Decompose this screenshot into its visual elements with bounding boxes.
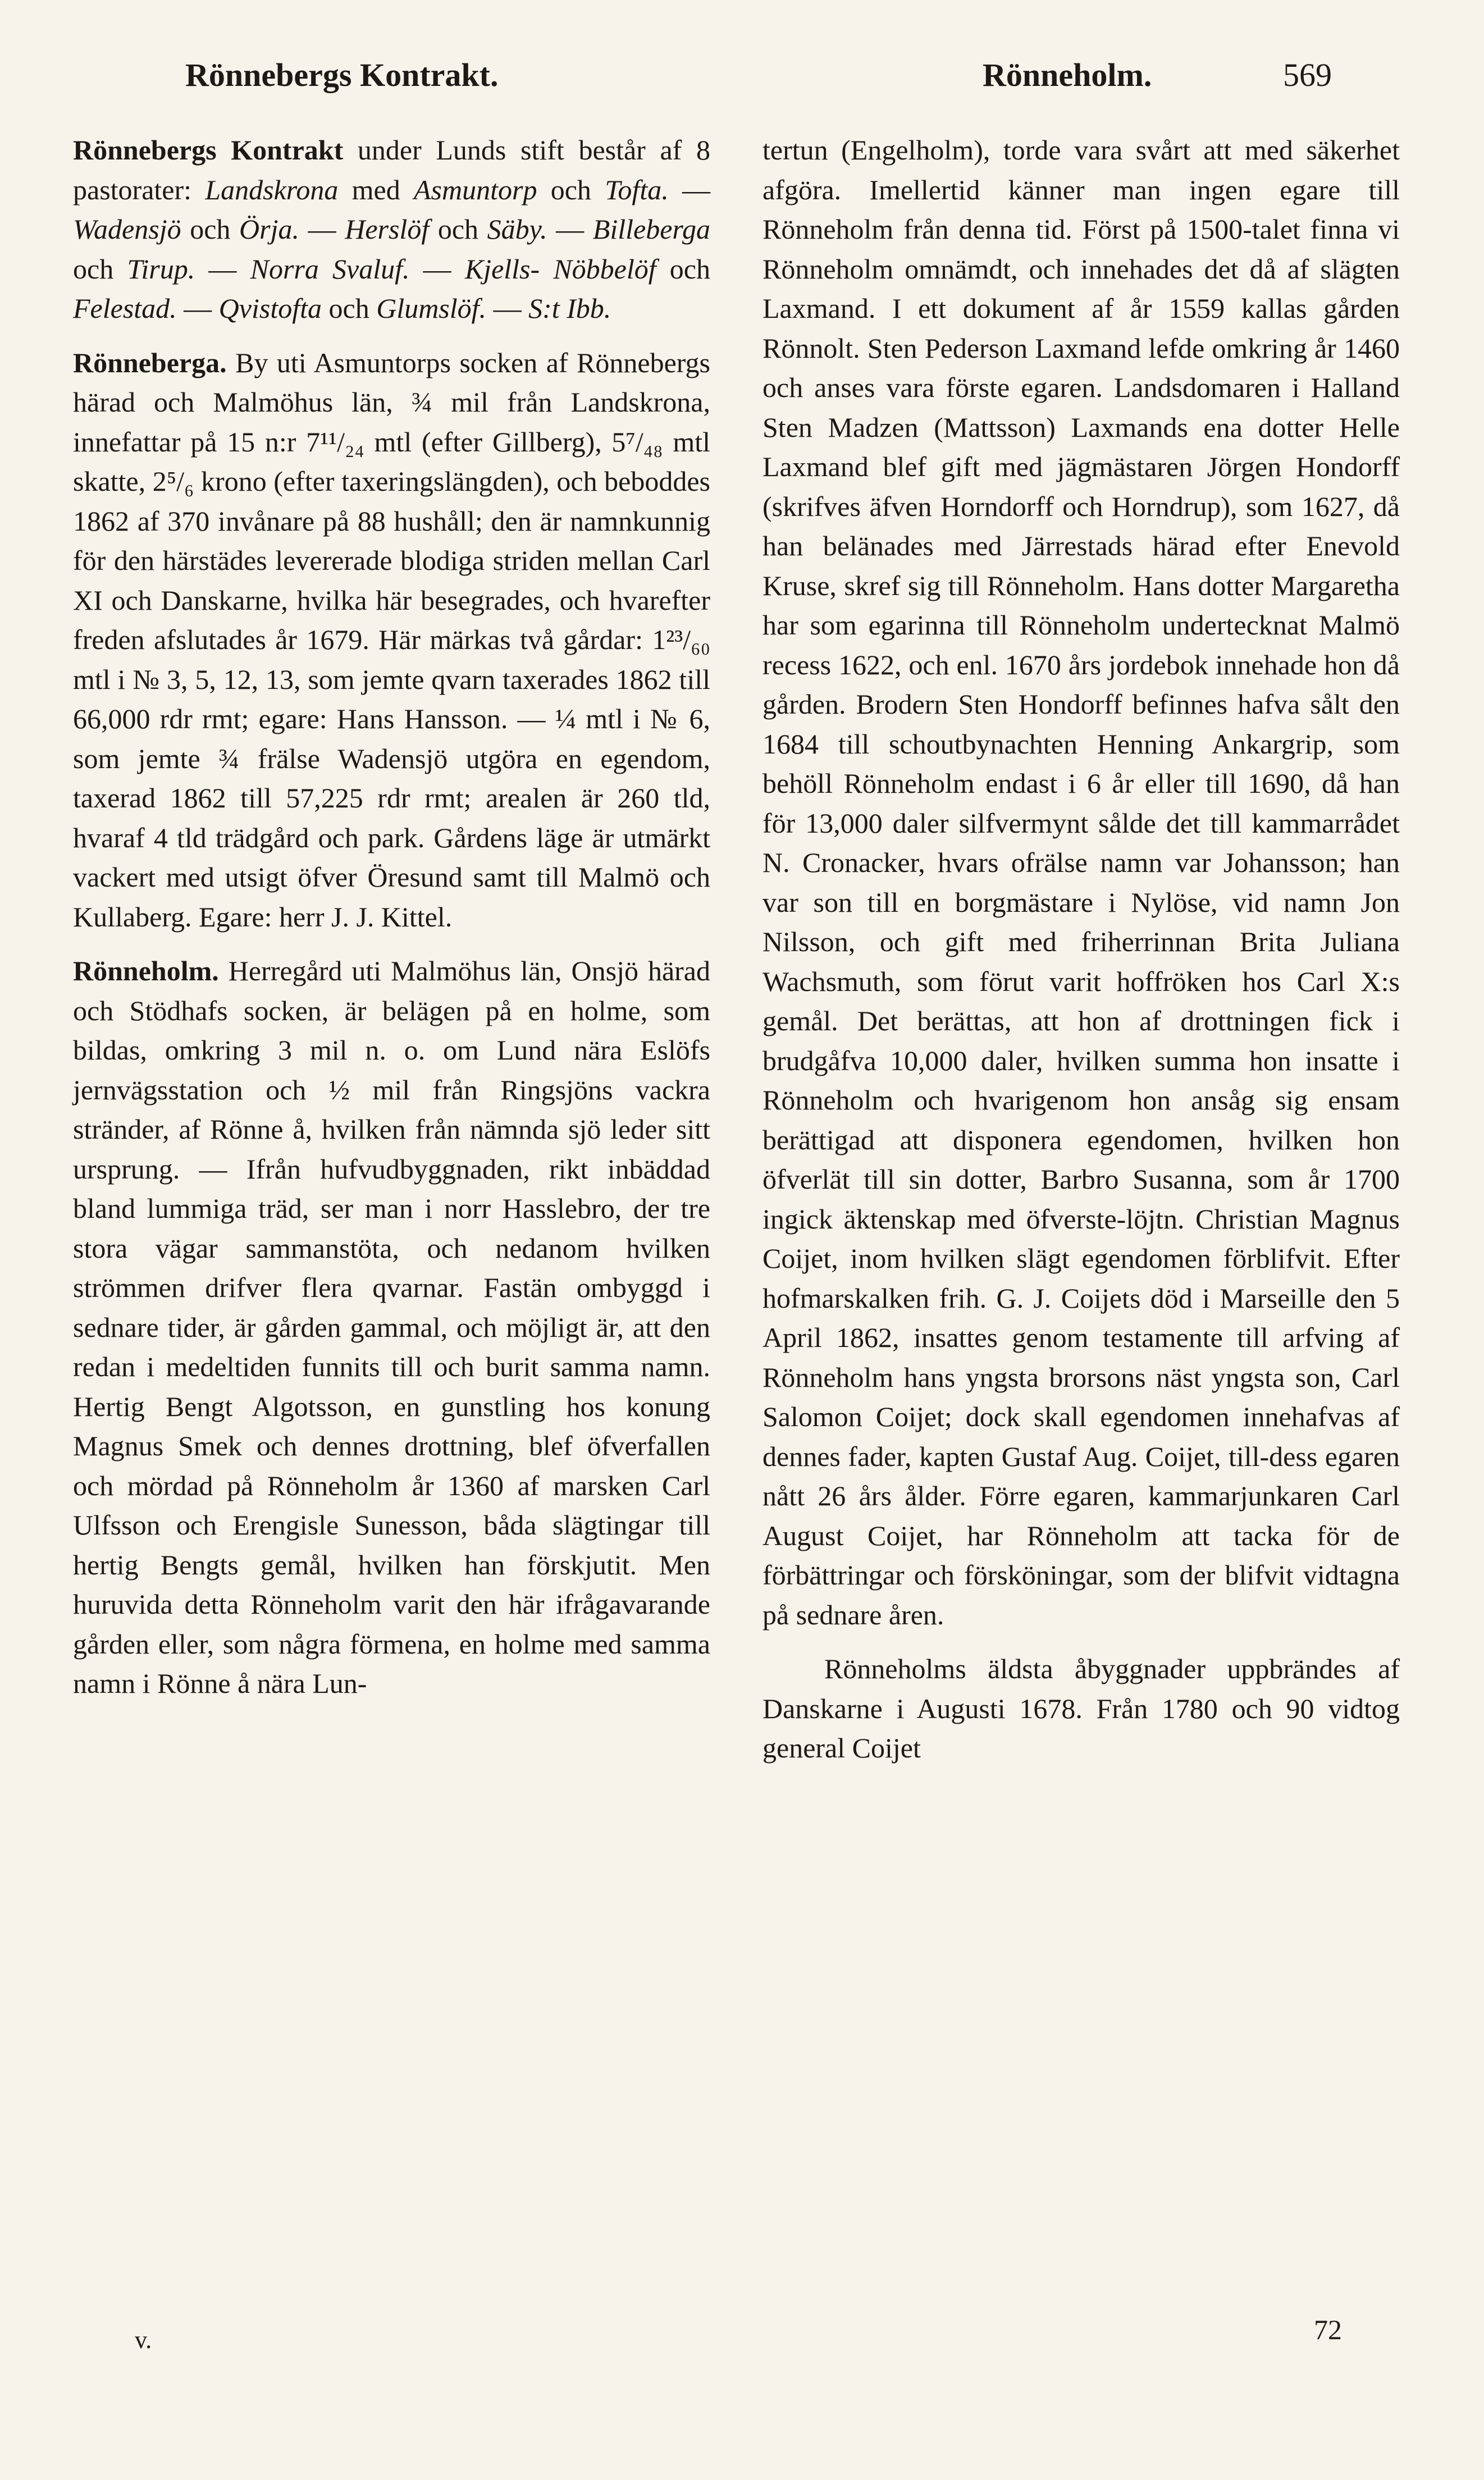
text-run: — — [176, 293, 219, 324]
text-run: och — [656, 253, 710, 285]
running-title-left: Rönnebergs Kontrakt. — [185, 57, 499, 93]
entry-heading: Rönneholm. — [73, 955, 219, 986]
parish-name: S:t Ibb. — [528, 293, 611, 324]
text-run: — — [547, 213, 593, 245]
parish-name: Herslöf — [345, 213, 430, 245]
right-column — [762, 130, 1400, 1768]
text-run: och — [73, 253, 127, 285]
text-run: med — [338, 173, 414, 205]
text-run: och — [537, 173, 605, 205]
page-number: 569 — [1283, 57, 1332, 93]
running-header — [73, 56, 1421, 101]
left-column — [73, 130, 710, 1703]
parish-name: Felestad. — [73, 293, 177, 324]
text-run: — — [668, 173, 711, 205]
paragraph-ronneholm-buildings: Rönneholms äldsta åbyggnader uppbrändes af Danskarne i Augusti 1678. Från 1780 och 90 vidtog general Coijet — [762, 1653, 1400, 1764]
text-run: — — [409, 253, 465, 285]
entry-heading: Rönneberga. — [73, 346, 227, 378]
parish-name: Wadensjö — [73, 213, 181, 245]
parish-name: Landskrona — [205, 173, 339, 205]
text-run: — — [486, 293, 529, 324]
parish-name: Tirup. — [127, 253, 195, 285]
parish-name: Norra Svaluf. — [250, 253, 410, 285]
running-title-right: Rönneholm. — [983, 57, 1152, 93]
text-run: och — [322, 293, 377, 324]
paragraph-ronneholm — [73, 951, 710, 1703]
paragraph-ronneholm-continued: tertun (Engelholm), torde vara svårt att med säkerhet afgöra. Imellertid känner man ingen egare till Rönneholm från denna tid. Först på 1500-talet finna vi Rönneholm omnämdt, och innehades det då af slägten Laxmand. I ett dokument af år 1559 kallas gården Rönnolt. Sten Pederson Laxmand lefde omkring år 1460 och anses vara förste egaren. Landsdomaren i Halland Sten Madzen (Mattsson) Laxmands ena dotter Helle Laxmand blef gift med jägmästaren Jörgen Hondorff (skrifves äfven Horndorff och Horndrup), som 1627, då han belänades med Järrestads härad efter Enevold Kruse, skref sig till Rönneholm. Hans dotter Margaretha har som egarinna till Rönneholm undertecknat Malmö recess 1622, och enl. 1670 års jordebok innehade hon då gården. Brodern Sten Hondorff befinnes hafva sålt den 1684 till schoutbynachten Henning Ankargrip, som behöll Rönneholm endast i 6 år eller till 1690, då han för 13,000 daler silfvermynt sålde det till kammarrådet N. Cronacker, hvars ofrälse namn var Johansson; han var son till en borgmästare i Nylöse, vid namn Jon Nilsson, och gift med friherrinnan Brita Juliana Wachsmuth, som förut varit hoffröken hos Carl X:s gemål. Det berättas, att hon af drottningen fick i brudgåfva 10,000 daler, hvilken summa hon insatte i Rönneholm och hvarigenom hon ansåg sig ensam berättigad att disponera egendomen, hvilken hon öfverlät till sin dotter, Barbro Susanna, som år 1700 ingick äktenskap med öfverste-löjtn. Christian Magnus Coijet, inom hvilken slägt egendomen förblifvit. Efter hofmarskalken frih. G. J. Coijets död i Marseille den 5 April 1862, insattes genom testamente till arfving af Rönneholm hans yngsta brorsons näst yngsta son, Carl Salomon Coijet; dock skall egendomen innehafvas af dennes fader, kapten Gustaf Aug. Coijet, till-dess egaren nått 26 års ålder. Förre egaren, kammarjunkaren Carl August Coijet, har Rönneholm att tacka för de förbättringar och försköningar, som der blifvit vidtagna på sednare åren. — [762, 134, 1400, 1631]
entry-body: Herregård uti Malmöhus län, Onsjö härad och Stödhafs socken, är belägen på en holme, som bildas, omkring 3 mil n. o. om Lund nära Eslöfs jernvägsstation och ½ mil från Ringsjöns vackra stränder, af Rönne å, hvilken från nämnda sjö leder sitt ursprung. — Ifrån hufvudbyggnaden, rikt inbäddad bland lummiga träd, ser man i norr Hasslebro, der tre stora vägar sammanstöta, och nedanom hvilken strömmen drifver flera qvarnar. Fastän ombyggd i sednare tider, är gården gammal, och möjligt är, att den redan i medeltiden funnits till och burit samma namn. Hertig Bengt Algotsson, en gunstling hos konung Magnus Smek och dennes drottning, blef öfverfallen och mördad på Rönneholm år 1360 af marsken Carl Ulfsson och Erengisle Sunesson, båda slägtingar till hertig Bengts gemål, hvilken han förskjutit. Men huruvida detta Rönneholm varit den här ifrågavarande gården eller, som några förmena, en holme med samma namn i Rönne å nära Lun- — [73, 955, 710, 1699]
signature-mark: v. — [135, 2326, 152, 2354]
parish-name: Glumslöf. — [376, 293, 487, 324]
sheet-number: 72 — [1314, 2314, 1342, 2345]
parish-name: Asmuntorp — [414, 173, 537, 205]
entry-heading: Rönnebergs Kontrakt — [73, 134, 344, 166]
parish-name: Säby. — [487, 213, 547, 245]
parish-name: Qvistofta — [218, 293, 322, 324]
text-run: och — [429, 213, 487, 245]
parish-name: Kjells- Nöbbelöf — [464, 253, 656, 285]
text-run: under Lunds stift består af 8 pastorater: — [73, 134, 710, 205]
parish-name: Örja. — [239, 213, 299, 245]
paragraph-ronnebergs-kontrakt — [73, 130, 710, 328]
parish-name: Tofta. — [605, 173, 669, 205]
entry-body: By uti Asmuntorps socken af Rönnebergs härad och Malmöhus län, ¾ mil från Landskrona, innefattar på 15 n:r 7¹¹/₂₄ mtl (efter Gillberg), 5⁷/₄₈ mtl skatte, 2⁵/₆ krono (efter taxeringslängden), och beboddes 1862 af 370 invånare på 88 hushåll; den är namnkunnig för den härstädes levererade blodiga striden mellan Carl XI och Danskarne, hvilka här besegrades, och hvarefter freden afslutades år 1679. Här märkas två gårdar: 1²³/₆₀ mtl i № 3, 5, 12, 13, som jemte qvarn taxerades 1862 till 66,000 rdr rmt; egare: Hans Hansson. — ¼ mtl i № 6, som jemte ¾ frälse Wadensjö utgöra en egendom, taxerad 1862 till 57,225 rdr rmt; arealen är 260 tld, hvaraf 4 tld trädgård och park. Gårdens läge är utmärkt vackert med utsigt öfver Öresund samt till Malmö och Kullaberg. Egare: herr J. J. Kittel. — [73, 346, 710, 933]
text-run: — — [195, 253, 250, 285]
paragraph-ronneberga — [73, 343, 710, 937]
text-run: och — [181, 213, 240, 245]
text-run: — — [299, 213, 345, 245]
parish-name: Billeberga — [592, 213, 711, 245]
